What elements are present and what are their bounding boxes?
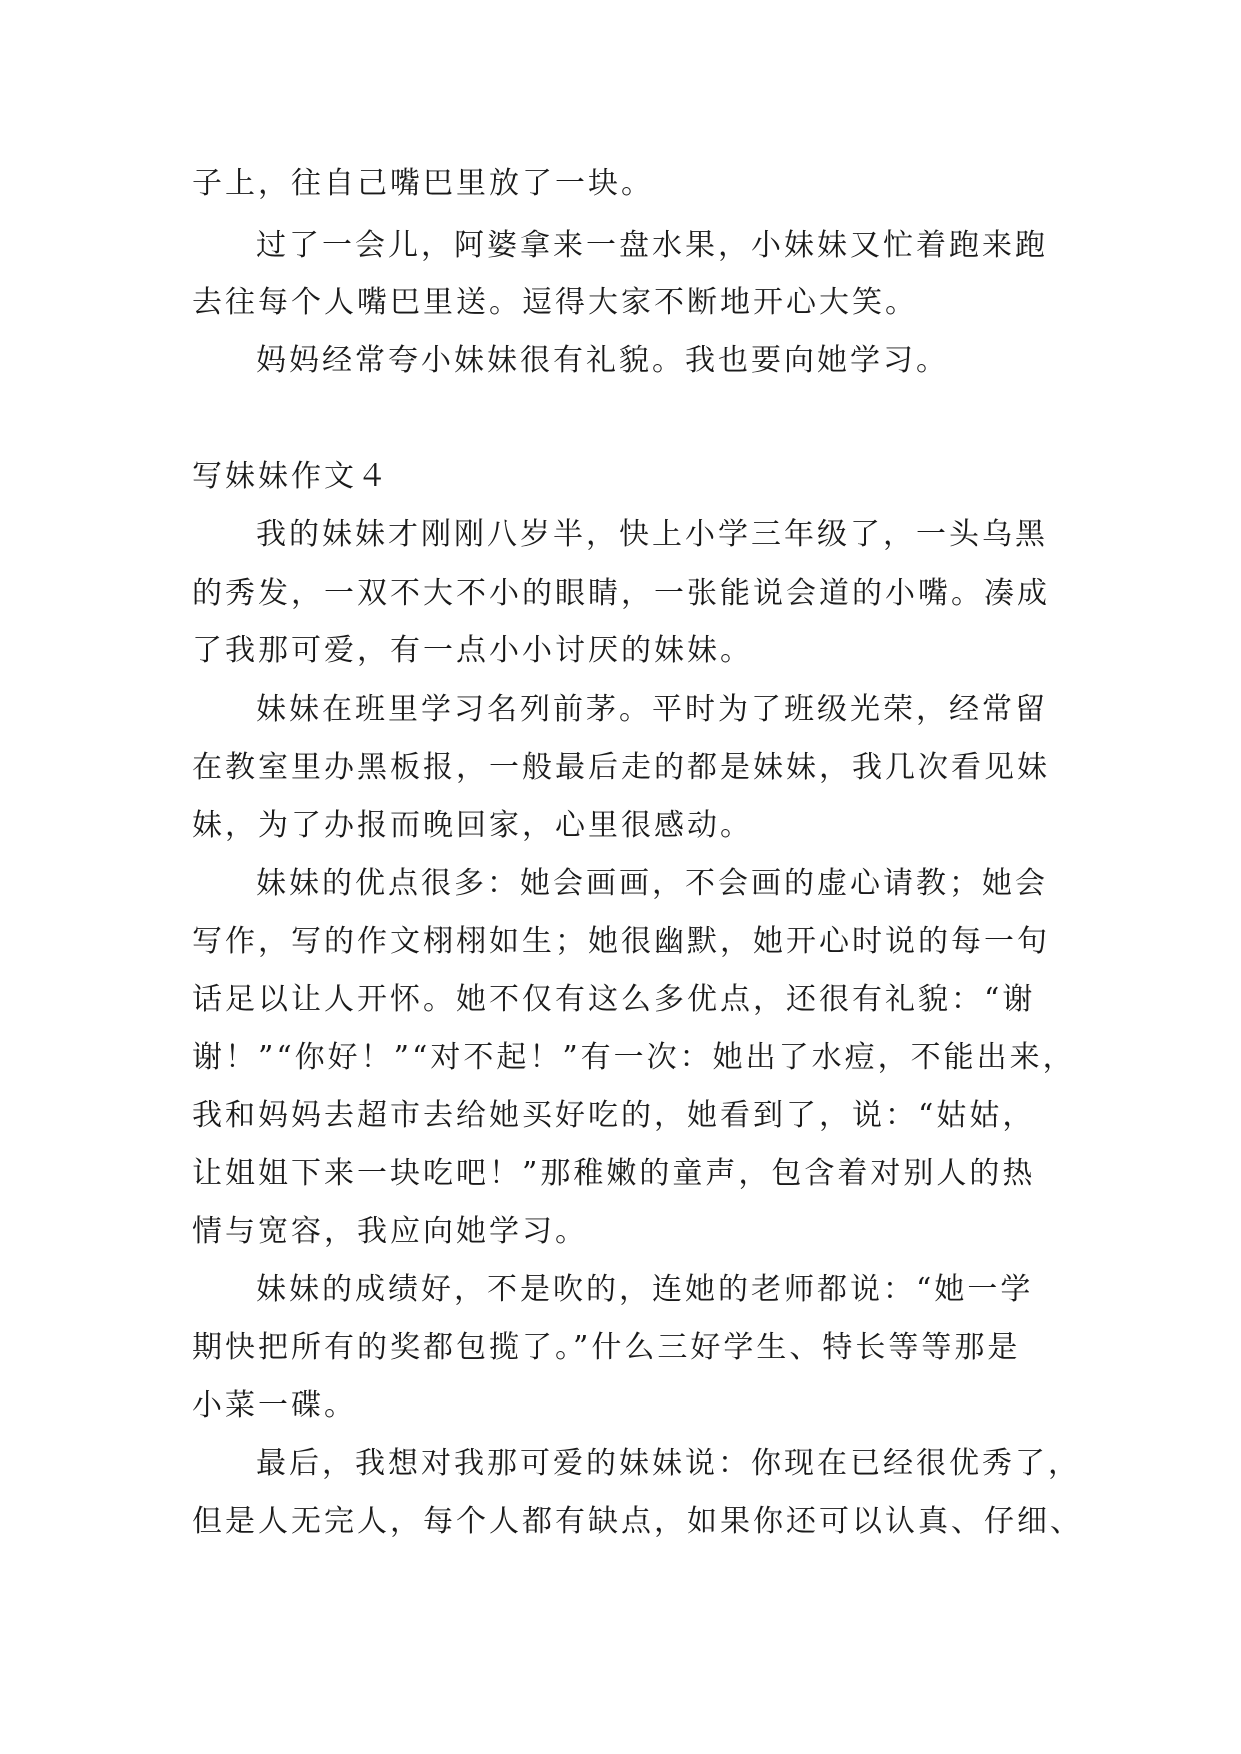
text-line: 情与宽容，我应向她学习。 bbox=[192, 1214, 588, 1249]
text-line: 期快把所有的奖都包揽了。”什么三好学生、特长等等那是 bbox=[192, 1330, 1021, 1365]
text-line: 让姐姐下来一块吃吧！”那稚嫩的童声，包含着对别人的热 bbox=[192, 1156, 1036, 1191]
text-line: 去往每个人嘴巴里送。逗得大家不断地开心大笑。 bbox=[192, 285, 918, 320]
text-line: 的秀发，一双不大不小的眼睛，一张能说会道的小嘴。凑成 bbox=[192, 576, 1050, 611]
text-line: 写作，写的作文栩栩如生；她很幽默，她开心时说的每一句 bbox=[192, 924, 1050, 959]
text-line: 我和妈妈去超市去给她买好吃的，她看到了，说：“姑姑， bbox=[192, 1098, 1036, 1133]
text-line: 在教室里办黑板报，一般最后走的都是妹妹，我几次看见妹 bbox=[192, 750, 1050, 785]
text-line: 谢！”“你好！”“对不起！”有一次：她出了水痘，不能出来， bbox=[192, 1040, 1076, 1075]
text-line: 小菜一碟。 bbox=[192, 1388, 357, 1423]
paragraph-start-line: 我的妹妹才刚刚八岁半，快上小学三年级了，一头乌黑 bbox=[256, 517, 1048, 552]
text-line: 了我那可爱，有一点小小讨厌的妹妹。 bbox=[192, 633, 753, 668]
text-line: 妹，为了办报而晚回家，心里很感动。 bbox=[192, 808, 753, 843]
paragraph-start-line: 最后，我想对我那可爱的妹妹说：你现在已经很优秀了， bbox=[256, 1446, 1081, 1481]
paragraph-start-line: 妹妹的优点很多：她会画画，不会画的虚心请教；她会 bbox=[256, 866, 1048, 901]
text-line: 话足以让人开怀。她不仅有这么多优点，还很有礼貌：“谢 bbox=[192, 982, 1036, 1017]
text-line: 子上，往自己嘴巴里放了一块。 bbox=[192, 166, 654, 201]
paragraph-start-line: 妈妈经常夸小妹妹很有礼貌。我也要向她学习。 bbox=[256, 343, 949, 378]
section-title: 写妹妹作文４ bbox=[192, 459, 390, 494]
paragraph-start-line: 过了一会儿，阿婆拿来一盘水果，小妹妹又忙着跑来跑 bbox=[256, 228, 1048, 263]
paragraph-start-line: 妹妹在班里学习名列前茅。平时为了班级光荣，经常留 bbox=[256, 692, 1048, 727]
text-line: 但是人无完人，每个人都有缺点，如果你还可以认真、仔细、 bbox=[192, 1504, 1083, 1539]
paragraph-start-line: 妹妹的成绩好，不是吹的，连她的老师都说：“她一学 bbox=[256, 1272, 1034, 1307]
